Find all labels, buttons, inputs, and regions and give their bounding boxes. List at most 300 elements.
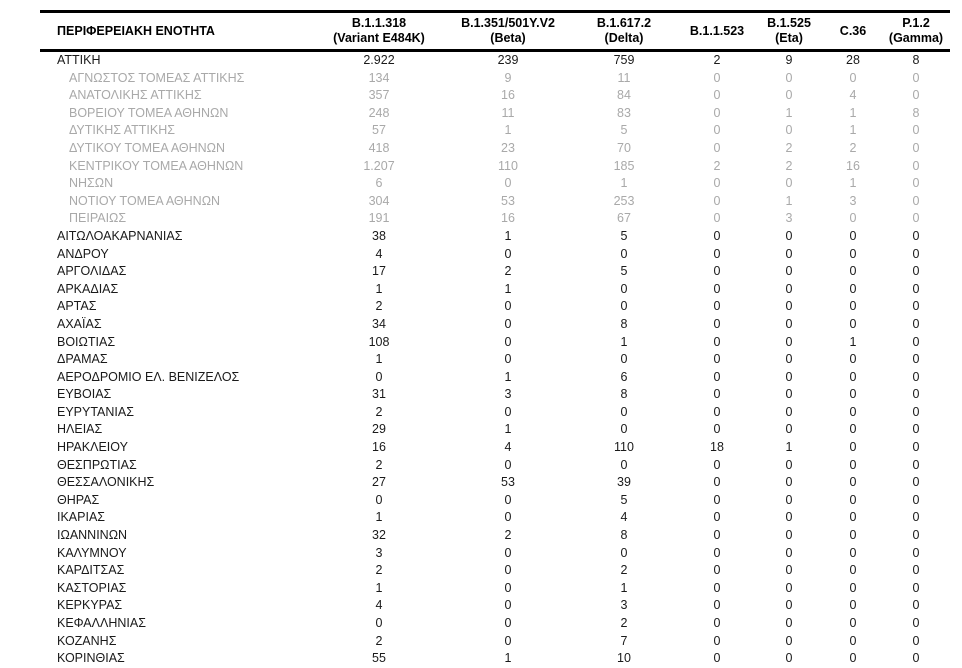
value-cell: 4 bbox=[375, 598, 383, 613]
value-cell: 6 bbox=[375, 176, 383, 191]
value-cell: 0 bbox=[785, 457, 793, 472]
value-cell: 185 bbox=[613, 158, 635, 173]
value-cell: 0 bbox=[912, 369, 920, 384]
value-cell: 0 bbox=[849, 580, 857, 595]
region-cell: ΘΕΣΠΡΩΤΙΑΣ bbox=[57, 457, 137, 472]
value-cell: 0 bbox=[849, 528, 857, 543]
value-cell: 0 bbox=[504, 457, 512, 472]
value-cell: 39 bbox=[617, 475, 631, 490]
value-cell: 1 bbox=[504, 123, 512, 138]
column-header-region bbox=[40, 12, 310, 51]
value-cell: 0 bbox=[713, 246, 721, 261]
region-cell: ΚΑΡΔΙΤΣΑΣ bbox=[57, 563, 125, 578]
value-cell: 191 bbox=[368, 211, 390, 226]
value-cell: 4 bbox=[849, 88, 857, 103]
value-cell: 0 bbox=[620, 404, 628, 419]
value-cell: 1 bbox=[375, 281, 383, 296]
table-subrow bbox=[40, 158, 950, 176]
table-subrow bbox=[40, 87, 950, 105]
table-row bbox=[40, 457, 950, 475]
value-cell: 110 bbox=[614, 440, 634, 455]
region-cell: ΑΧΑΪΑΣ bbox=[57, 316, 102, 331]
value-cell: 3 bbox=[620, 598, 628, 613]
value-cell: 2 bbox=[375, 563, 383, 578]
value-cell: 8 bbox=[620, 387, 628, 402]
value-cell: 3 bbox=[849, 193, 857, 208]
value-cell: 1 bbox=[504, 228, 512, 243]
value-cell: 0 bbox=[713, 404, 721, 419]
value-cell: 0 bbox=[785, 334, 793, 349]
region-cell: ΑΓΝΩΣΤΟΣ ΤΟΜΕΑΣ ΑΤΤΙΚΗΣ bbox=[69, 70, 245, 85]
region-cell: ΑΙΤΩΛΟΑΚΑΡΝΑΝΙΑΣ bbox=[57, 228, 183, 243]
value-cell: 0 bbox=[713, 264, 721, 279]
region-cell: ΚΟΖΑΝΗΣ bbox=[57, 633, 117, 648]
value-cell: 0 bbox=[849, 404, 857, 419]
value-cell: 0 bbox=[785, 369, 793, 384]
column-header-label: P.1.2 bbox=[902, 16, 930, 30]
value-cell: 0 bbox=[504, 598, 512, 613]
value-cell: 0 bbox=[713, 123, 721, 138]
value-cell: 0 bbox=[713, 299, 721, 314]
value-cell: 53 bbox=[501, 193, 515, 208]
value-cell: 0 bbox=[849, 316, 857, 331]
value-cell: 0 bbox=[912, 352, 920, 367]
value-cell: 29 bbox=[372, 422, 386, 437]
region-cell: ΑΝΔΡΟΥ bbox=[57, 246, 109, 261]
table-row bbox=[40, 246, 950, 264]
value-cell: 0 bbox=[912, 334, 920, 349]
value-cell: 2 bbox=[504, 528, 512, 543]
value-cell: 7 bbox=[620, 633, 628, 648]
value-cell: 0 bbox=[785, 545, 793, 560]
value-cell: 17 bbox=[372, 264, 386, 279]
value-cell: 11 bbox=[501, 105, 515, 120]
region-cell: ΙΚΑΡΙΑΣ bbox=[57, 510, 106, 525]
column-header-label: C.36 bbox=[839, 23, 867, 38]
value-cell: 11 bbox=[617, 70, 631, 85]
value-cell: 0 bbox=[912, 545, 920, 560]
value-cell: 0 bbox=[713, 510, 721, 525]
value-cell: 0 bbox=[849, 422, 857, 437]
value-cell: 57 bbox=[372, 123, 386, 138]
region-cell: ΔΡΑΜΑΣ bbox=[57, 352, 108, 367]
value-cell: 0 bbox=[912, 140, 920, 155]
value-cell: 0 bbox=[785, 510, 793, 525]
table-subrow bbox=[40, 140, 950, 158]
column-header-6 bbox=[824, 12, 882, 51]
value-cell: 0 bbox=[713, 369, 721, 384]
value-cell: 0 bbox=[785, 264, 793, 279]
value-cell: 1.207 bbox=[363, 158, 395, 173]
table-row bbox=[40, 545, 950, 563]
value-cell: 1 bbox=[785, 105, 793, 120]
value-cell: 0 bbox=[504, 299, 512, 314]
value-cell: 0 bbox=[375, 492, 383, 507]
value-cell: 0 bbox=[713, 334, 721, 349]
value-cell: 0 bbox=[785, 651, 793, 666]
value-cell: 0 bbox=[785, 228, 793, 243]
value-cell: 0 bbox=[785, 563, 793, 578]
value-cell: 0 bbox=[849, 545, 857, 560]
value-cell: 0 bbox=[849, 510, 857, 525]
value-cell: 0 bbox=[713, 352, 721, 367]
column-header-7 bbox=[882, 12, 950, 51]
table-subrow bbox=[40, 175, 950, 193]
column-header-2 bbox=[448, 12, 568, 51]
value-cell: 0 bbox=[849, 457, 857, 472]
value-cell: 3 bbox=[785, 211, 793, 226]
value-cell: 0 bbox=[785, 492, 793, 507]
value-cell: 2 bbox=[713, 158, 721, 173]
value-cell: 0 bbox=[912, 246, 920, 261]
value-cell: 0 bbox=[849, 598, 857, 613]
value-cell: 0 bbox=[912, 228, 920, 243]
region-cell: ΘΕΣΣΑΛΟΝΙΚΗΣ bbox=[57, 475, 155, 490]
column-header-label: B.1.351/501Y.V2 bbox=[461, 16, 555, 30]
table-row bbox=[40, 386, 950, 404]
value-cell: 67 bbox=[617, 211, 631, 226]
value-cell: 10 bbox=[617, 651, 631, 666]
region-cell: ΗΛΕΙΑΣ bbox=[57, 422, 103, 437]
value-cell: 0 bbox=[504, 633, 512, 648]
value-cell: 0 bbox=[912, 510, 920, 525]
value-cell: 0 bbox=[912, 616, 920, 630]
value-cell: 34 bbox=[372, 316, 386, 331]
table-subrow bbox=[40, 193, 950, 211]
value-cell: 0 bbox=[713, 633, 721, 648]
column-header-label: B.1.525 bbox=[767, 16, 811, 30]
value-cell: 0 bbox=[912, 316, 920, 331]
value-cell: 110 bbox=[498, 158, 518, 173]
value-cell: 53 bbox=[501, 475, 515, 490]
value-cell: 0 bbox=[785, 88, 793, 103]
value-cell: 0 bbox=[912, 404, 920, 419]
value-cell: 0 bbox=[912, 422, 920, 437]
value-cell: 0 bbox=[713, 193, 721, 208]
value-cell: 0 bbox=[504, 316, 512, 331]
value-cell: 0 bbox=[785, 598, 793, 613]
table-row bbox=[40, 404, 950, 422]
value-cell: 0 bbox=[912, 457, 920, 472]
table-row bbox=[40, 615, 950, 633]
value-cell: 0 bbox=[849, 369, 857, 384]
region-cell: ΑΡΚΑΔΙΑΣ bbox=[57, 281, 119, 296]
value-cell: 0 bbox=[849, 563, 857, 578]
value-cell: 0 bbox=[912, 492, 920, 507]
value-cell: 2 bbox=[375, 633, 383, 648]
value-cell: 0 bbox=[785, 616, 793, 630]
value-cell: 239 bbox=[497, 53, 519, 67]
value-cell: 0 bbox=[504, 176, 512, 191]
value-cell: 70 bbox=[617, 140, 631, 155]
value-cell: 2 bbox=[504, 264, 512, 279]
value-cell: 0 bbox=[620, 457, 628, 472]
region-cell: ΚΕΡΚΥΡΑΣ bbox=[57, 598, 123, 613]
value-cell: 0 bbox=[912, 440, 920, 455]
region-cell: ΕΥΡΥΤΑΝΙΑΣ bbox=[57, 404, 134, 419]
value-cell: 0 bbox=[912, 598, 920, 613]
table-row bbox=[40, 298, 950, 316]
value-cell: 0 bbox=[504, 563, 512, 578]
value-cell: 304 bbox=[368, 193, 390, 208]
value-cell: 16 bbox=[846, 158, 860, 173]
value-cell: 0 bbox=[912, 475, 920, 490]
value-cell: 0 bbox=[849, 264, 857, 279]
column-header-sublabel: (Beta) bbox=[490, 31, 526, 45]
value-cell: 0 bbox=[713, 616, 721, 630]
value-cell: 0 bbox=[504, 510, 512, 525]
value-cell: 27 bbox=[372, 475, 386, 490]
region-cell: ΑΡΓΟΛΙΔΑΣ bbox=[57, 264, 127, 279]
value-cell: 0 bbox=[849, 440, 857, 455]
value-cell: 0 bbox=[785, 387, 793, 402]
region-cell: ΔΥΤΙΚΟΥ ΤΟΜΕΑ ΑΘΗΝΩΝ bbox=[69, 140, 226, 155]
value-cell: 0 bbox=[713, 228, 721, 243]
region-cell: ΙΩΑΝΝΙΝΩΝ bbox=[57, 528, 128, 543]
region-cell: ΑΕΡΟΔΡΟΜΙΟ ΕΛ. ΒΕΝΙΖΕΛΟΣ bbox=[57, 369, 240, 384]
value-cell: 1 bbox=[849, 105, 857, 120]
value-cell: 0 bbox=[713, 88, 721, 103]
value-cell: 0 bbox=[849, 70, 857, 85]
region-cell: ΚΑΛΥΜΝΟΥ bbox=[57, 545, 127, 560]
value-cell: 0 bbox=[785, 404, 793, 419]
value-cell: 8 bbox=[912, 53, 920, 67]
value-cell: 0 bbox=[713, 598, 721, 613]
value-cell: 2 bbox=[620, 563, 628, 578]
value-cell: 1 bbox=[504, 651, 512, 666]
value-cell: 16 bbox=[501, 88, 515, 103]
value-cell: 0 bbox=[912, 70, 920, 85]
table-row bbox=[40, 316, 950, 334]
value-cell: 253 bbox=[613, 193, 635, 208]
table-header bbox=[40, 12, 950, 51]
table-subrow bbox=[40, 210, 950, 228]
value-cell: 8 bbox=[620, 316, 628, 331]
value-cell: 0 bbox=[504, 616, 512, 630]
value-cell: 0 bbox=[785, 123, 793, 138]
value-cell: 0 bbox=[620, 246, 628, 261]
value-cell: 18 bbox=[710, 440, 724, 455]
value-cell: 108 bbox=[368, 334, 390, 349]
value-cell: 0 bbox=[912, 563, 920, 578]
value-cell: 134 bbox=[368, 70, 390, 85]
table-subrow bbox=[40, 70, 950, 88]
column-header-5 bbox=[754, 12, 824, 51]
value-cell: 0 bbox=[912, 88, 920, 103]
region-cell: ΒΟΙΩΤΙΑΣ bbox=[57, 334, 116, 349]
value-cell: 1 bbox=[620, 580, 628, 595]
value-cell: 9 bbox=[504, 70, 512, 85]
region-cell: ΑΝΑΤΟΛΙΚΗΣ ΑΤΤΙΚΗΣ bbox=[69, 88, 202, 103]
column-header-sublabel: (Delta) bbox=[604, 31, 644, 45]
table-row bbox=[40, 421, 950, 439]
region-cell: ΚΑΣΤΟΡΙΑΣ bbox=[57, 580, 127, 595]
value-cell: 55 bbox=[372, 651, 386, 666]
value-cell: 0 bbox=[849, 281, 857, 296]
value-cell: 1 bbox=[849, 176, 857, 191]
value-cell: 0 bbox=[849, 352, 857, 367]
table-row bbox=[40, 228, 950, 246]
value-cell: 0 bbox=[713, 457, 721, 472]
value-cell: 0 bbox=[713, 651, 721, 666]
value-cell: 0 bbox=[504, 580, 512, 595]
value-cell: 0 bbox=[375, 369, 383, 384]
value-cell: 0 bbox=[713, 545, 721, 560]
value-cell: 0 bbox=[912, 299, 920, 314]
region-cell: ΑΡΤΑΣ bbox=[57, 299, 97, 314]
table-row bbox=[40, 281, 950, 299]
value-cell: 0 bbox=[620, 545, 628, 560]
value-cell: 2 bbox=[620, 616, 628, 630]
value-cell: 4 bbox=[375, 246, 383, 261]
value-cell: 5 bbox=[620, 264, 628, 279]
value-cell: 0 bbox=[912, 264, 920, 279]
value-cell: 31 bbox=[372, 387, 386, 402]
value-cell: 0 bbox=[785, 352, 793, 367]
value-cell: 0 bbox=[849, 492, 857, 507]
value-cell: 0 bbox=[849, 387, 857, 402]
value-cell: 0 bbox=[713, 211, 721, 226]
table-row bbox=[40, 334, 950, 352]
value-cell: 0 bbox=[912, 176, 920, 191]
value-cell: 5 bbox=[620, 492, 628, 507]
value-cell: 0 bbox=[912, 633, 920, 648]
value-cell: 2 bbox=[785, 140, 793, 155]
value-cell: 0 bbox=[620, 352, 628, 367]
value-cell: 0 bbox=[713, 176, 721, 191]
value-cell: 0 bbox=[504, 492, 512, 507]
value-cell: 1 bbox=[504, 369, 512, 384]
column-header-1 bbox=[310, 12, 448, 51]
document-page bbox=[40, 10, 950, 668]
value-cell: 1 bbox=[375, 580, 383, 595]
value-cell: 0 bbox=[785, 528, 793, 543]
value-cell: 16 bbox=[372, 440, 386, 455]
value-cell: 0 bbox=[912, 580, 920, 595]
value-cell: 4 bbox=[620, 510, 628, 525]
column-header-4 bbox=[680, 12, 754, 51]
value-cell: 0 bbox=[785, 422, 793, 437]
region-cell: ΕΥΒΟΙΑΣ bbox=[57, 387, 112, 402]
value-cell: 0 bbox=[713, 140, 721, 155]
value-cell: 16 bbox=[501, 211, 515, 226]
column-header-sublabel: (Eta) bbox=[775, 31, 803, 45]
value-cell: 0 bbox=[504, 334, 512, 349]
region-cell: ΚΕΝΤΡΙΚΟΥ ΤΟΜΕΑ ΑΘΗΝΩΝ bbox=[69, 158, 244, 173]
value-cell: 0 bbox=[504, 352, 512, 367]
value-cell: 0 bbox=[713, 475, 721, 490]
table-row bbox=[40, 597, 950, 615]
value-cell: 2 bbox=[849, 140, 857, 155]
value-cell: 1 bbox=[375, 352, 383, 367]
column-header-label: ΠΕΡΙΦΕΡΕΙΑΚΗ ΕΝΟΤΗΤΑ bbox=[57, 23, 215, 38]
value-cell: 0 bbox=[713, 105, 721, 120]
value-cell: 0 bbox=[912, 651, 920, 666]
region-cell: ΑΤΤΙΚΗ bbox=[57, 53, 101, 67]
value-cell: 0 bbox=[912, 528, 920, 543]
value-cell: 2 bbox=[785, 158, 793, 173]
value-cell: 1 bbox=[504, 422, 512, 437]
region-cell: ΝΗΣΩΝ bbox=[69, 176, 114, 191]
value-cell: 0 bbox=[785, 70, 793, 85]
value-cell: 0 bbox=[785, 580, 793, 595]
value-cell: 0 bbox=[713, 580, 721, 595]
value-cell: 0 bbox=[912, 387, 920, 402]
table-row bbox=[40, 492, 950, 510]
value-cell: 32 bbox=[372, 528, 386, 543]
value-cell: 0 bbox=[375, 616, 383, 630]
value-cell: 0 bbox=[849, 633, 857, 648]
value-cell: 1 bbox=[504, 281, 512, 296]
region-cell: ΗΡΑΚΛΕΙΟΥ bbox=[57, 440, 128, 455]
value-cell: 2 bbox=[375, 457, 383, 472]
value-cell: 0 bbox=[785, 281, 793, 296]
value-cell: 0 bbox=[713, 528, 721, 543]
value-cell: 0 bbox=[713, 316, 721, 331]
table-row bbox=[40, 263, 950, 281]
table-row bbox=[40, 562, 950, 580]
table-body bbox=[40, 51, 950, 668]
value-cell: 2 bbox=[375, 404, 383, 419]
value-cell: 38 bbox=[372, 228, 386, 243]
value-cell: 1 bbox=[849, 334, 857, 349]
value-cell: 2.922 bbox=[363, 53, 395, 67]
table-row bbox=[40, 351, 950, 369]
value-cell: 0 bbox=[849, 228, 857, 243]
value-cell: 0 bbox=[849, 475, 857, 490]
value-cell: 0 bbox=[504, 246, 512, 261]
value-cell: 8 bbox=[620, 528, 628, 543]
value-cell: 0 bbox=[713, 387, 721, 402]
value-cell: 0 bbox=[620, 422, 628, 437]
region-cell: ΚΟΡΙΝΘΙΑΣ bbox=[57, 651, 125, 666]
value-cell: 84 bbox=[617, 88, 631, 103]
value-cell: 1 bbox=[785, 193, 793, 208]
table-row bbox=[40, 580, 950, 598]
value-cell: 5 bbox=[620, 123, 628, 138]
table-row bbox=[40, 51, 950, 70]
region-cell: ΚΕΦΑΛΛΗΝΙΑΣ bbox=[57, 616, 146, 630]
table-header-row bbox=[40, 12, 950, 51]
table-row bbox=[40, 439, 950, 457]
value-cell: 2 bbox=[713, 53, 721, 67]
value-cell: 0 bbox=[785, 176, 793, 191]
value-cell: 0 bbox=[713, 281, 721, 296]
value-cell: 2 bbox=[375, 299, 383, 314]
value-cell: 0 bbox=[912, 211, 920, 226]
value-cell: 0 bbox=[713, 70, 721, 85]
value-cell: 0 bbox=[785, 633, 793, 648]
value-cell: 0 bbox=[504, 545, 512, 560]
value-cell: 1 bbox=[620, 176, 628, 191]
table-subrow bbox=[40, 105, 950, 123]
value-cell: 759 bbox=[613, 53, 635, 67]
column-header-3 bbox=[568, 12, 680, 51]
value-cell: 83 bbox=[617, 105, 631, 120]
region-cell: ΒΟΡΕΙΟΥ ΤΟΜΕΑ ΑΘΗΝΩΝ bbox=[69, 105, 229, 120]
table-subrow bbox=[40, 122, 950, 140]
value-cell: 0 bbox=[912, 123, 920, 138]
value-cell: 1 bbox=[375, 510, 383, 525]
value-cell: 23 bbox=[501, 140, 515, 155]
value-cell: 0 bbox=[849, 651, 857, 666]
value-cell: 0 bbox=[849, 211, 857, 226]
value-cell: 0 bbox=[620, 281, 628, 296]
value-cell: 0 bbox=[912, 193, 920, 208]
value-cell: 3 bbox=[375, 545, 383, 560]
value-cell: 0 bbox=[620, 299, 628, 314]
value-cell: 4 bbox=[504, 440, 512, 455]
